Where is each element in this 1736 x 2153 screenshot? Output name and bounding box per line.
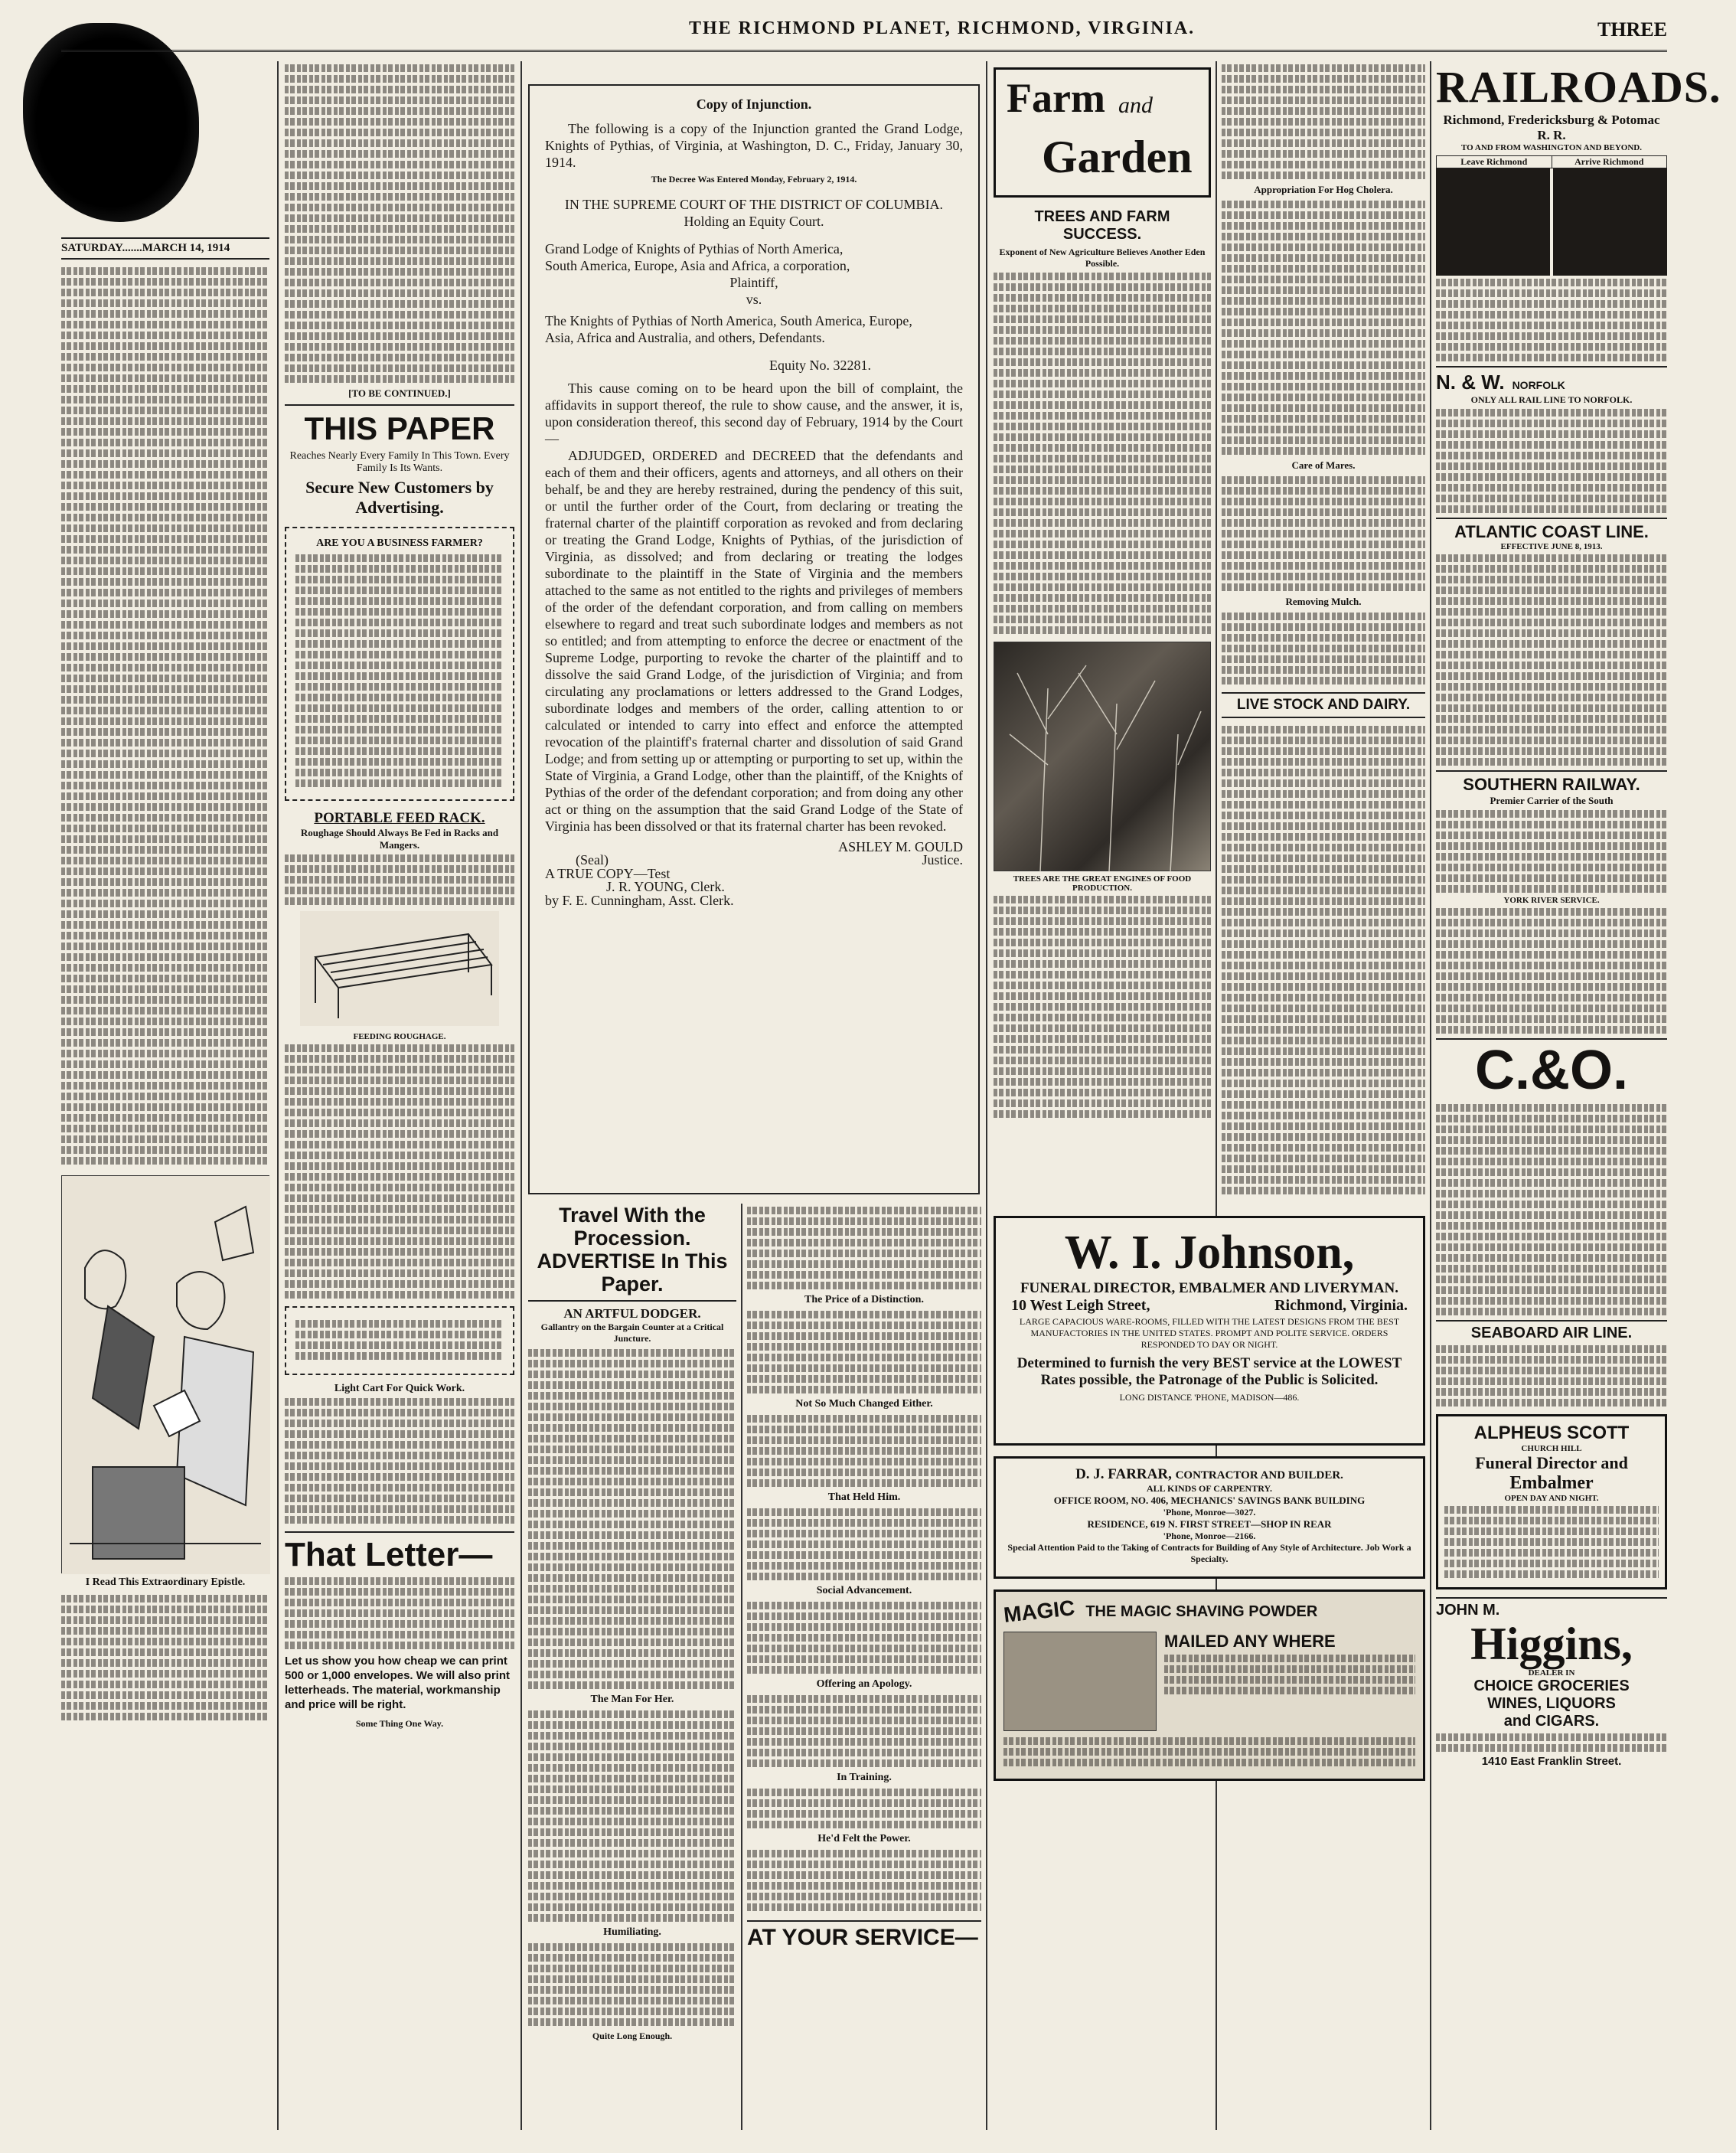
story-sub: Gallantry on the Bargain Counter at a Critical Juncture. — [540, 1322, 724, 1344]
magic-brand: MAGIC — [1002, 1596, 1076, 1627]
column-3-lower — [528, 1204, 736, 2130]
johnson-city: Richmond, Virginia. — [1274, 1297, 1408, 1314]
nw-title: N. & W. — [1436, 371, 1505, 394]
scott-day-night: OPEN DAY AND NIGHT. — [1504, 1494, 1599, 1503]
plaintiff-block: Grand Lodge of Knights of Pythias of North America, South America, Europe, Asia and Africa, a corporation, — [545, 241, 850, 273]
seal: (Seal) — [576, 852, 609, 868]
illustration-caption: I Read This Extraordinary Epistle. — [85, 1576, 246, 1588]
page-number: THREE — [1597, 18, 1667, 41]
that-held-heading: That Held Him. — [827, 1491, 901, 1503]
magic-ad — [994, 1589, 1425, 1781]
decree-date: The Decree Was Entered Monday, February 2, 1914. — [651, 174, 857, 185]
humiliating: Humiliating. — [603, 1926, 661, 1938]
ad-line: Reaches Nearly Every Family In This Town. Every Family Is Its Wants. — [289, 450, 510, 474]
column-rule — [1430, 61, 1431, 2130]
farrar-line: ALL KINDS OF CARPENTRY. — [1146, 1483, 1273, 1494]
farrar-residence: RESIDENCE, 619 N. FIRST STREET—SHOP IN REAR — [1087, 1518, 1332, 1530]
box-title: ARE YOU A BUSINESS FARMER? — [316, 537, 483, 549]
court-name: IN THE SUPREME COURT OF THE DISTRICT OF COLUMBIA. — [564, 197, 944, 212]
higgins-name: Higgins, — [1470, 1619, 1633, 1669]
not-changed-heading: Not So Much Changed Either. — [795, 1398, 933, 1410]
york-river: YORK RIVER SERVICE. — [1503, 896, 1600, 905]
hog-heading: Appropriation For Hog Cholera. — [1254, 184, 1393, 195]
clerk: J. R. YOUNG, Clerk. — [606, 879, 725, 895]
injunction-body-1: This cause coming on to be heard upon the bill of complaint, the affidavits in support thereof, the rule to show cause, and the answer, it is, upon consideration thereof, this second day of February, 1914 by the Court— — [545, 381, 963, 446]
nw-only: ONLY ALL RAIL LINE TO NORFOLK. — [1470, 394, 1633, 405]
acl-title: ATLANTIC COAST LINE. — [1436, 518, 1667, 542]
higgins-line-3: and CIGARS. — [1503, 1713, 1600, 1730]
johnson-body: LARGE CAPACIOUS WARE-ROOMS, FILLED WITH THE LATEST DESIGNS FROM THE BEST MANUFACTORIES IN THE UNITED STATES. PROMPT AND POLITE SERVICE. ORDERS RESPONDED TO DAY OR NIGHT. — [1019, 1316, 1400, 1350]
higgins-line-2: WINES, LIQUORS — [1487, 1695, 1616, 1712]
seaboard-title: SEABOARD AIR LINE. — [1436, 1320, 1667, 1342]
column-rule — [1216, 61, 1217, 2130]
railroads-column — [1436, 61, 1721, 2130]
trees-sub: Exponent of New Agriculture Believes Another Eden Possible. — [999, 247, 1206, 269]
injunction-body-2: ADJUDGED, ORDERED and DECREED that the defendants and each of them and their officers, agents and attorneys, and all others on their behalf, be and they are hereby restrained, during the pendency of this suit, or until the further order of the Court, from declaring or treating the fraternal charter of the plaintiff corporation as revoked and from declaring or treating the Grand Lodge, Knights of Pythias, of the jurisdiction of Virginia, as dissolved; and from declaring or treating the lodges subordinate to the plaintiff in the State of Virginia and the members attached to the same as not entitled to the rights and privileges of members of the order of the defendant corporation, and from calling on members elsewhere to regard and treat such subordinate lodges and members as not so entitled; and from attempting to enforce the decree or enactment of the Supreme Lodge, purporting to revoke the charter of the plaintiff and to dissolve the said Grand Lodge, of the jurisdiction of Virginia; and from circulating any proclamations or letters addressed to the Grand Lodges, subordinate lodges and members of the order, calling attention to or calculated or intended to carry into effect and enforce the attempted revocation of the plaintiff's fraternal charter and dissolution of said Grand Lodge; and from setting up or attempting or purporting to set up, within the State of Virginia, a Grand Lodge, other than the plaintiff, of the Knights of Pythias of the order of the defendant corporation; and from doing any other act or thing on the assumption that the said Grand Lodge of the State of Virginia has been dissolved or that its fraternal charter has been revoked. — [545, 448, 963, 834]
price-heading: The Price of a Distinction. — [804, 1294, 924, 1305]
story-illustration — [61, 1175, 269, 1573]
column-rule — [520, 61, 522, 2130]
serial-story-text — [61, 267, 269, 1165]
higgins-line-1: CHOICE GROCERIES — [1473, 1678, 1630, 1694]
this-paper-ad — [285, 404, 514, 518]
rfp-name: Richmond, Fredericksburg & Potomac R. R. — [1443, 113, 1660, 142]
farrar-name: D. J. FARRAR, — [1075, 1466, 1172, 1482]
farm-garden-logo — [994, 67, 1211, 198]
acl-sub: EFFECTIVE JUNE 8, 1913. — [1500, 542, 1603, 551]
travel-banner: Travel With the Procession. — [559, 1204, 706, 1250]
apology-heading: Offering an Apology. — [816, 1678, 912, 1690]
scott-line-1: Funeral Director and — [1475, 1453, 1628, 1472]
scott-ad — [1436, 1414, 1667, 1589]
johnson-name: W. I. Johnson, — [1064, 1227, 1355, 1279]
justice: Justice. — [922, 852, 963, 868]
johnson-phone: LONG DISTANCE 'PHONE, MADISON—486. — [1119, 1392, 1300, 1403]
feed-rack-image — [300, 911, 499, 1026]
to-be-continued: [TO BE CONTINUED.] — [348, 387, 451, 399]
equity-number: Equity No. 32281. — [769, 358, 871, 373]
trees-photo — [994, 642, 1211, 871]
rfp-arrive: Arrive Richmond — [1574, 156, 1644, 167]
magic-line: THE MAGIC SHAVING POWDER — [1085, 1602, 1318, 1620]
farrar-special: Special Attention Paid to the Taking of Contracts for Building of Any Style of Architecture. Job Work a Specialty. — [1007, 1542, 1411, 1564]
magic-hand-image — [1003, 1632, 1157, 1731]
ad-line: Secure New Customers by Advertising. — [305, 478, 494, 517]
johnson-ad — [994, 1216, 1425, 1446]
light-cart-title: Light Cart For Quick Work. — [334, 1383, 465, 1394]
southern-title: SOUTHERN RAILWAY. — [1436, 770, 1667, 795]
true-copy: A TRUE COPY—Test — [545, 865, 671, 881]
column-4-lower — [747, 1204, 981, 2130]
judge-name: ASHLEY M. GOULD — [838, 839, 963, 854]
social-heading: Social Advancement. — [816, 1585, 912, 1596]
farrar-title: CONTRACTOR AND BUILDER. — [1175, 1469, 1343, 1482]
feed-rack-caption: FEEDING ROUGHAGE. — [353, 1032, 446, 1041]
higgins-first: JOHN M. — [1436, 1602, 1500, 1619]
co-title: C.&O. — [1436, 1038, 1667, 1101]
asst-clerk: by F. E. Cunningham, Asst. Clerk. — [545, 892, 734, 908]
rfp-sub: TO AND FROM WASHINGTON AND BEYOND. — [1461, 143, 1642, 152]
injunction-box — [528, 84, 980, 1194]
trees-heading: TREES AND FARM SUCCESS. — [1034, 208, 1170, 243]
holding: Holding an Equity Court. — [684, 214, 824, 229]
higgins-addr: 1410 East Franklin Street. — [1481, 1755, 1622, 1768]
plaintiff-label: Plaintiff, — [729, 275, 778, 290]
mulch-heading: Removing Mulch. — [1285, 596, 1362, 607]
injunction-intro: The following is a copy of the Injunction granted the Grand Lodge, Knights of Pythias, of Virginia, at Washington, D. C., Friday, January 30, 1914. — [545, 121, 963, 170]
livestock-heading: LIVE STOCK AND DAIRY. — [1222, 692, 1425, 718]
defendant-block: The Knights of Pythias of North America, South America, Europe, Asia, Africa and Australia, and others, Defendants. — [545, 313, 912, 345]
rfp-leave: Leave Richmond — [1437, 156, 1552, 168]
rfp-table — [1436, 168, 1667, 276]
injunction-title: Copy of Injunction. — [696, 96, 812, 112]
power-heading: He'd Felt the Power. — [817, 1833, 911, 1844]
column-1 — [61, 230, 269, 2130]
johnson-determined: Determined to furnish the very BEST service at the LOWEST Rates possible, the Patronage of the Public is Solicited. — [1016, 1355, 1402, 1388]
southern-sub: Premier Carrier of the South — [1490, 795, 1614, 806]
mares-heading: Care of Mares. — [1291, 459, 1356, 471]
man-for-her: The Man For Her. — [590, 1694, 674, 1705]
scott-church: CHURCH HILL — [1521, 1444, 1582, 1453]
that-letter-heading: That Letter— — [285, 1531, 514, 1574]
training-heading: In Training. — [837, 1772, 892, 1783]
johnson-address: 10 West Leigh Street, — [1011, 1297, 1150, 1314]
column-2 — [285, 61, 514, 2130]
implements-box — [285, 1306, 514, 1375]
column-rule — [277, 61, 279, 2130]
advertise-banner: ADVERTISE In This Paper. — [528, 1250, 736, 1302]
railroads-title: RAILROADS. — [1436, 62, 1721, 112]
farrar-office: OFFICE ROOM, NO. 406, MECHANICS' SAVINGS BANK BUILDING — [1053, 1495, 1366, 1506]
dateline: SATURDAY.......MARCH 14, 1914 — [61, 237, 269, 260]
logo-garden: Garden — [1042, 132, 1193, 182]
feed-rack-title: PORTABLE FEED RACK. — [314, 810, 485, 826]
scott-line-2: Embalmer — [1509, 1473, 1594, 1493]
farrar-phone-1: 'Phone, Monroe—3027. — [1163, 1507, 1256, 1518]
column-rule — [741, 1204, 742, 2130]
magic-mailed: MAILED ANY WHERE — [1164, 1632, 1336, 1651]
logo-farm: Farm — [1007, 75, 1105, 121]
some-thing: Some Thing One Way. — [355, 1718, 444, 1729]
vs-label: vs. — [746, 292, 762, 307]
farrar-ad — [994, 1456, 1425, 1579]
nw-norfolk: NORFOLK — [1512, 379, 1565, 391]
story-title: AN ARTFUL DODGER. — [563, 1306, 701, 1321]
farrar-phone-2: 'Phone, Monroe—2166. — [1163, 1531, 1256, 1541]
business-farmer-box — [285, 527, 514, 801]
masthead — [61, 14, 1667, 52]
scott-name: ALPHEUS SCOTT — [1473, 1423, 1630, 1443]
farm-column-2 — [1222, 61, 1425, 2130]
quite-long: Quite Long Enough. — [592, 2030, 673, 2041]
at-your-service: AT YOUR SERVICE— — [747, 1920, 981, 1951]
farm-column — [994, 61, 1211, 2130]
ink-blot — [23, 23, 199, 222]
logo-and: and — [1118, 93, 1153, 118]
that-letter-tail: Let us show you how cheap we can print 500 or 1,000 envelopes. We will also print letterheads. The material, workmanship and price will be right. — [285, 1655, 511, 1711]
higgins-ad — [1436, 1597, 1667, 1768]
higgins-dealer: DEALER IN — [1528, 1668, 1575, 1678]
column-rule — [986, 61, 987, 2130]
trees-caption: TREES ARE THE GREAT ENGINES OF FOOD PRODUCTION. — [1013, 874, 1192, 893]
johnson-title: FUNERAL DIRECTOR, EMBALMER AND LIVERYMAN. — [1020, 1280, 1399, 1296]
feed-rack-sub: Roughage Should Always Be Fed in Racks and Mangers. — [300, 827, 499, 851]
masthead-title: THE RICHMOND PLANET, RICHMOND, VIRGINIA. — [689, 18, 1196, 38]
ad-title: THIS PAPER — [304, 410, 495, 446]
